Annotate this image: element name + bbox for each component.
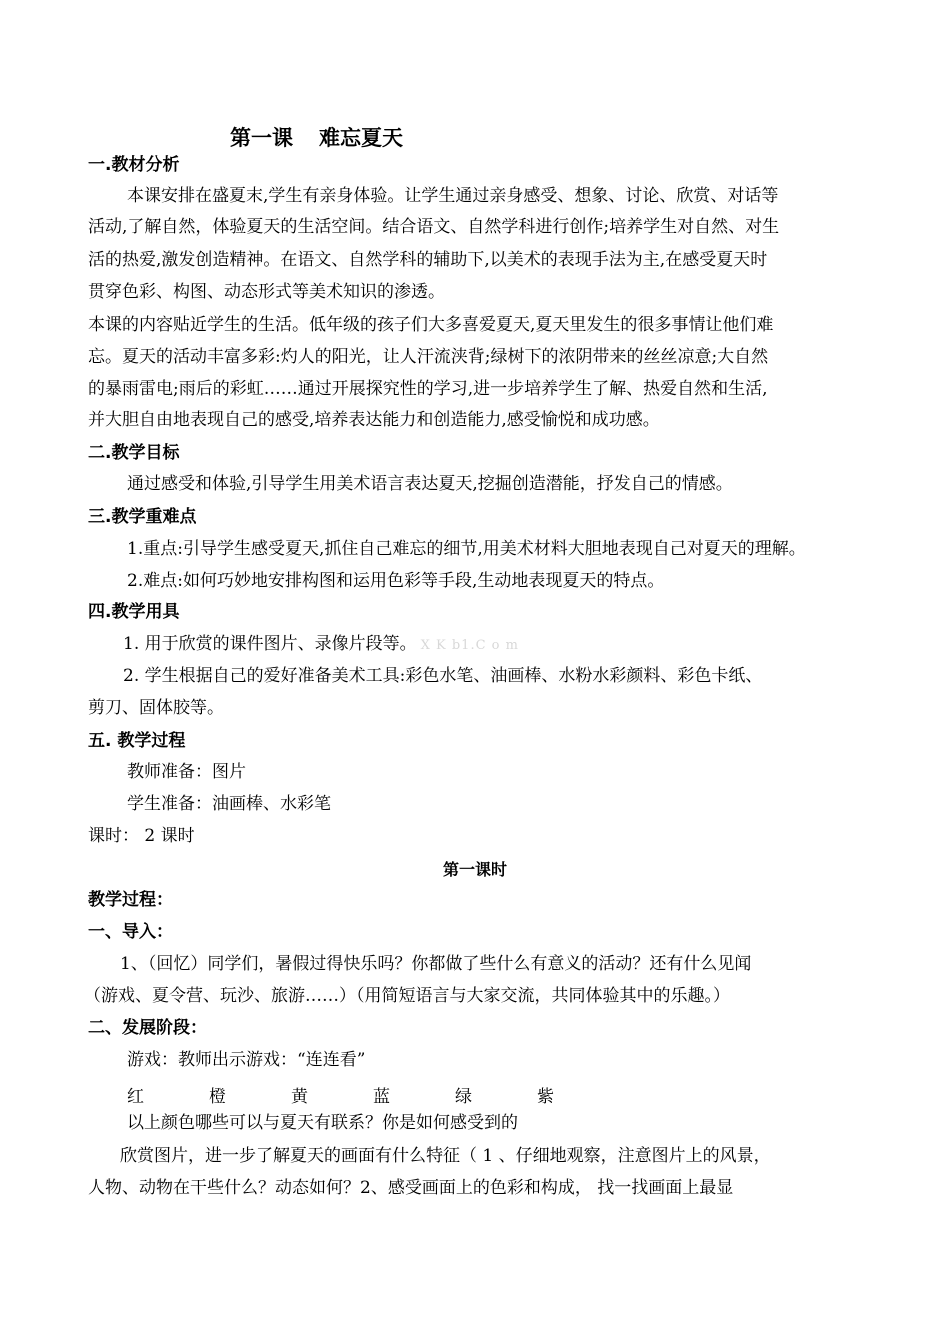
keypoint-item: 1.重点:引导学生感受夏天,抓住自己难忘的细节,用美术材料大胆地表现自己对夏天的理解。 bbox=[127, 539, 806, 559]
section-heading-goal: 二.教学目标 bbox=[88, 443, 180, 463]
paragraph-line: 活动,了解自然，体验夏天的生活空间。结合语文、自然学科进行创作;培养学生对自然、对生 bbox=[88, 217, 780, 237]
paragraph-line: 贯穿色彩、构图、动态形式等美术知识的渗透。 bbox=[88, 282, 445, 302]
game-text: 游戏：教师出示游戏：“连连看” bbox=[127, 1050, 366, 1070]
class-hours: 课时： 2 课时 bbox=[88, 826, 195, 846]
intro-heading: 一、导入： bbox=[88, 922, 173, 942]
paragraph-line: 忘。夏天的活动丰富多彩:灼人的阳光，让人汗流浃背;绿树下的浓阴带来的丝丝凉意;大自然 bbox=[88, 347, 769, 367]
intro-line: 1、（回忆）同学们，暑假过得快乐吗？你都做了些什么有意义的活动？还有什么见闻 bbox=[120, 954, 752, 974]
color-yellow: 黄 bbox=[291, 1087, 308, 1107]
color-green: 绿 bbox=[455, 1087, 472, 1107]
watermark: X K b1.C o m bbox=[420, 638, 519, 653]
page-title bbox=[230, 122, 403, 152]
section-heading-tools: 四.教学用具 bbox=[88, 602, 180, 622]
tool-item-text: 1. 用于欣赏的课件图片、录像片段等。 bbox=[123, 634, 417, 654]
color-orange: 橙 bbox=[209, 1087, 226, 1107]
tool-item-continued: 剪刀、固体胶等。 bbox=[88, 698, 224, 718]
paragraph-line: 活的热爱,激发创造精神。在语文、自然学科的辅助下,以美术的表现手法为主,在感受夏天时 bbox=[88, 250, 768, 270]
tool-item: 2. 学生根据自己的爱好准备美术工具:彩色水笔、油画棒、水粉水彩颜料、彩色卡纸、 bbox=[123, 666, 763, 686]
intro-line: （游戏、夏令营、玩沙、旅游……）（用简短语言与大家交流，共同体验其中的乐趣。） bbox=[84, 986, 730, 1006]
teaching-process-heading: 教学过程： bbox=[88, 890, 173, 910]
color-red: 红 bbox=[127, 1087, 144, 1107]
teacher-prep: 教师准备：图片 bbox=[127, 762, 246, 782]
color-blue: 蓝 bbox=[373, 1087, 390, 1107]
tool-item bbox=[123, 634, 519, 656]
appreciate-line: 人物、动物在干些什么？动态如何？2、感受画面上的色彩和构成， 找一找画面上最显 bbox=[88, 1178, 734, 1198]
goal-text: 通过感受和体验,引导学生用美术语言表达夏天,挖掘创造潜能，抒发自己的情感。 bbox=[127, 474, 733, 494]
appreciate-line: 欣赏图片，进一步了解夏天的画面有什么特征（ 1 、仔细地观察，注意图片上的风景， bbox=[120, 1146, 771, 1166]
lesson-name: 难忘夏天 bbox=[319, 126, 403, 150]
period-title: 第一课时 bbox=[442, 860, 507, 879]
paragraph-line: 的暴雨雷电;雨后的彩虹……通过开展探究性的学习,进一步培养学生了解、热爱自然和生活, bbox=[88, 379, 768, 399]
develop-heading: 二、发展阶段： bbox=[88, 1018, 207, 1038]
lesson-number: 第一课 bbox=[230, 126, 293, 150]
student-prep: 学生准备：油画棒、水彩笔 bbox=[127, 794, 331, 814]
color-purple: 紫 bbox=[537, 1087, 554, 1107]
paragraph-line: 并大胆自由地表现自己的感受,培养表达能力和创造能力,感受愉悦和成功感。 bbox=[88, 410, 660, 430]
paragraph-line: 本课的内容贴近学生的生活。低年级的孩子们大多喜爱夏天,夏天里发生的很多事情让他们难 bbox=[88, 315, 774, 335]
keypoint-item: 2.难点:如何巧妙地安排构图和运用色彩等手段,生动地表现夏天的特点。 bbox=[127, 571, 665, 591]
section-heading-analysis: 一.教材分析 bbox=[88, 155, 180, 175]
question-text: 以上颜色哪些可以与夏天有联系？你是如何感受到的 bbox=[127, 1113, 518, 1133]
section-heading-process: 五. 教学过程 bbox=[88, 731, 186, 751]
color-list bbox=[127, 1082, 619, 1107]
paragraph-line: 本课安排在盛夏末,学生有亲身体验。让学生通过亲身感受、想象、讨论、欣赏、对话等 bbox=[127, 186, 779, 206]
section-heading-keypoints: 三.教学重难点 bbox=[88, 507, 197, 527]
